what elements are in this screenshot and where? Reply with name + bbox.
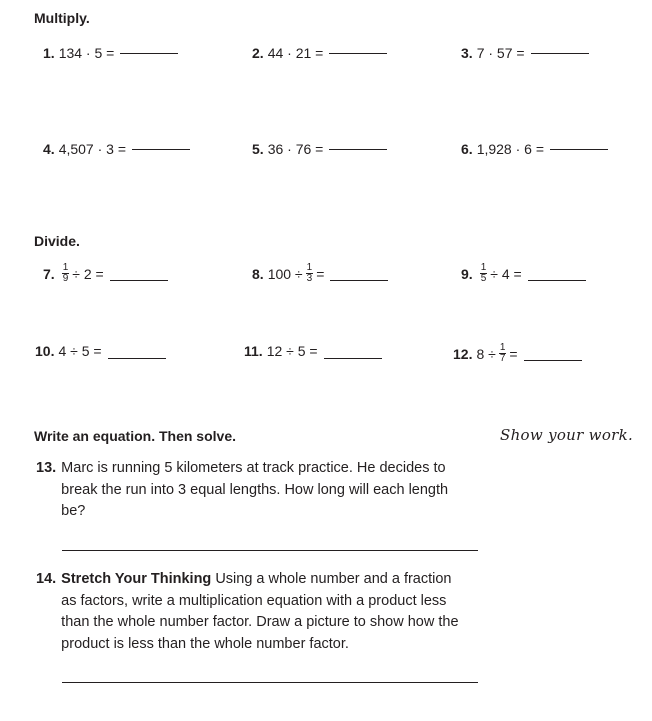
problem-number: 10.: [35, 343, 55, 359]
problem-number: 5.: [252, 141, 264, 157]
problem-expression: ÷ 2 =: [72, 265, 104, 282]
problem-expression: 134 · 5 =: [58, 45, 115, 61]
fraction-denominator: 5: [480, 273, 487, 284]
fraction-denominator: 9: [62, 273, 69, 284]
problem-number: 8.: [252, 265, 264, 282]
fraction: [480, 263, 488, 284]
problem-expression: 12 ÷ 5 =: [266, 343, 318, 359]
problem-expression-lead: 8 ÷: [476, 345, 496, 362]
problem-5: [252, 141, 387, 157]
fraction-denominator: 7: [499, 353, 506, 364]
problem-number: 13.: [36, 460, 57, 476]
problem-expression: =: [509, 345, 518, 362]
answer-blank[interactable]: [324, 358, 382, 359]
multiply-heading: Multiply.: [34, 10, 90, 26]
problem-13: [36, 458, 466, 523]
problem-7: [43, 263, 168, 284]
answer-blank[interactable]: [550, 149, 608, 150]
problem-3: [461, 45, 589, 61]
answer-line-14[interactable]: [62, 682, 478, 683]
answer-blank[interactable]: [329, 53, 387, 54]
fraction-denominator: 3: [306, 273, 313, 284]
problem-number: 2.: [252, 45, 264, 61]
show-your-work-note: Show your work.: [500, 426, 634, 444]
problem-expression: 36 · 76 =: [267, 141, 324, 157]
answer-blank[interactable]: [110, 280, 168, 281]
problem-expression: 4,507 · 3 =: [58, 141, 127, 157]
fraction: [62, 263, 70, 284]
problem-expression: 7 · 57 =: [476, 45, 525, 61]
problem-number: 1.: [43, 45, 55, 61]
problem-1: [43, 45, 178, 61]
answer-blank[interactable]: [108, 358, 166, 359]
problem-expression: 1,928 · 6 =: [476, 141, 545, 157]
problem-9: [461, 263, 586, 284]
problem-2: [252, 45, 387, 61]
problem-14: [36, 569, 466, 655]
fraction: [499, 343, 507, 364]
answer-blank[interactable]: [329, 149, 387, 150]
problem-number: 9.: [461, 265, 473, 282]
problem-6: [461, 141, 608, 157]
problem-number: 3.: [461, 45, 473, 61]
problem-4: [43, 141, 190, 157]
answer-line-13[interactable]: [62, 550, 478, 551]
answer-blank[interactable]: [531, 53, 589, 54]
answer-blank[interactable]: [524, 360, 582, 361]
problem-number: 11.: [244, 343, 263, 359]
answer-blank[interactable]: [120, 53, 178, 54]
problem-text: Using a whole number and a fraction as factors, write a multiplication equation with a product less than the whole number factor. Draw a picture to show how the product is less than the whole number factor.: [61, 571, 459, 652]
fraction: [306, 263, 314, 284]
fraction-numerator: 1: [62, 262, 69, 273]
problem-number: 7.: [43, 265, 55, 282]
fraction-numerator: 1: [499, 342, 506, 353]
problem-body: [61, 569, 466, 655]
problem-8: [252, 263, 388, 284]
problem-expression: 44 · 21 =: [267, 45, 324, 61]
problem-expression: =: [316, 265, 325, 282]
problem-text: Marc is running 5 kilometers at track practice. He decides to break the run into 3 equal lengths. How long will each length be?: [61, 460, 449, 519]
problem-expression: 4 ÷ 5 =: [58, 343, 102, 359]
problem-12: [453, 343, 582, 364]
problem-number: 12.: [453, 345, 473, 362]
answer-blank[interactable]: [330, 280, 388, 281]
problem-expression-lead: 100 ÷: [267, 265, 303, 282]
divide-heading: Divide.: [34, 233, 80, 249]
problem-number: 14.: [36, 571, 57, 587]
answer-blank[interactable]: [528, 280, 586, 281]
fraction-numerator: 1: [480, 262, 487, 273]
problem-expression: ÷ 4 =: [490, 265, 522, 282]
fraction-numerator: 1: [306, 262, 313, 273]
problem-title: Stretch Your Thinking: [61, 571, 212, 587]
word-problems-heading: Write an equation. Then solve.: [34, 428, 236, 444]
problem-11: [244, 343, 382, 359]
answer-blank[interactable]: [132, 149, 190, 150]
problem-10: [35, 343, 166, 359]
problem-number: 6.: [461, 141, 473, 157]
problem-number: 4.: [43, 141, 55, 157]
